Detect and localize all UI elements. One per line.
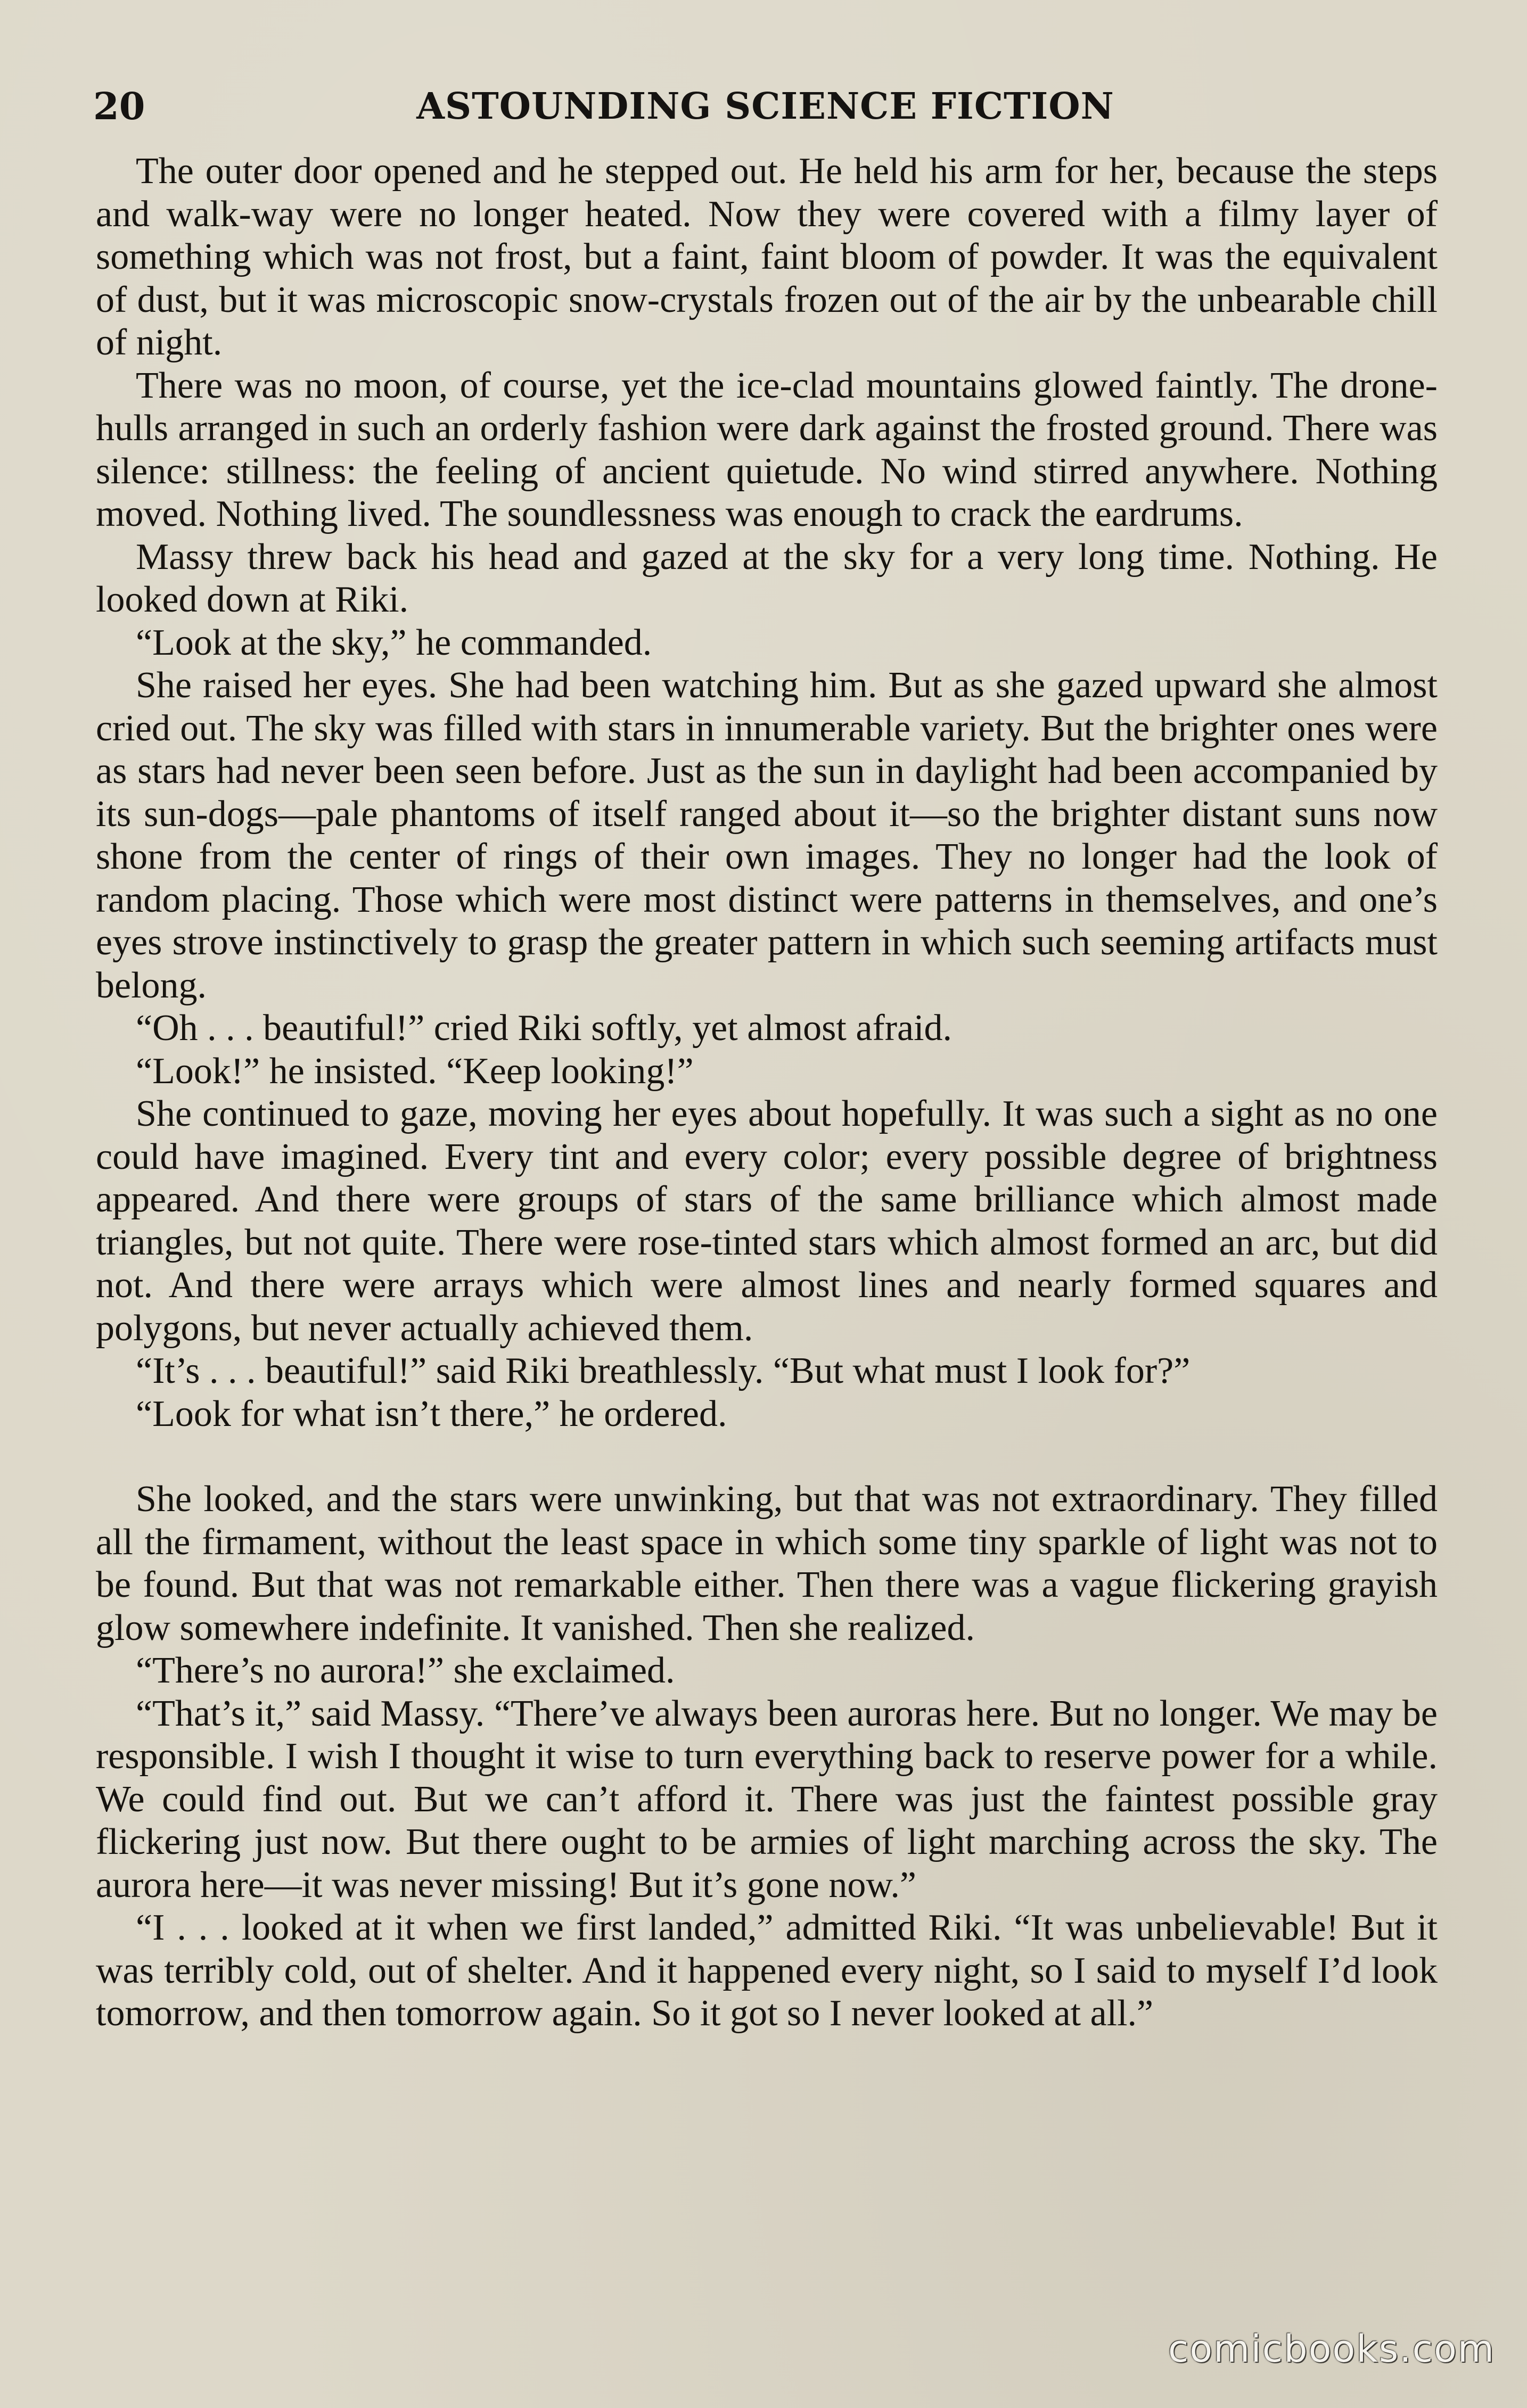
body-text [96,150,1438,2035]
paragraph: “Look!” he insisted. “Keep looking!” [136,1050,694,1092]
paragraph: “Look for what isn’t there,” he ordered. [136,1393,727,1434]
paragraph: “It’s . . . beautiful!” said Riki breathlessly. “But what must I look for?” [136,1350,1191,1391]
paragraph: She continued to gaze, moving her eyes about hopefully. It was such a sight as no one could have imagined. Every tint and every color; every possible degree of brightness appeared. And there were groups of stars of the same brilliance which almost made triangles, but not quite. There were rose-tinted stars which almost formed an arc, but did not. And there were arrays which were almost lines and nearly formed squares and polygons, but never actually achieved them. [96,1093,1438,1349]
paragraph: The outer door opened and he stepped out. He held his arm for her, because the steps and walk-way were no longer heated. Now they were covered with a filmy layer of something which was not frost, but a faint, faint bloom of powder. It was the equivalent of dust, but it was microscopic snow-crystals frozen out of the air by the unbearable chill of night. [96,151,1438,363]
site-watermark: comicbooks.com [1168,2327,1495,2371]
paragraph: Massy threw back his head and gazed at the sky for a very long time. Nothing. He looked down at Riki. [96,536,1438,620]
paragraph: There was no moon, of course, yet the ice-clad mountains glowed faintly. The drone-hulls arranged in such an orderly fashion were dark against the frosted ground. There was silence: stillness: the feeling of ancient quietude. No wind stirred anywhere. Nothing moved. Nothing lived. The soundlessness was enough to crack the eardrums. [96,365,1438,534]
paragraph: “I . . . looked at it when we first landed,” admitted Riki. “It was unbelievable! But it was terribly cold, out of shelter. And it happened every night, so I said to myself I’d look tomorrow, and then tomorrow again. So it got so I never looked at all.” [96,1907,1438,2034]
paragraph: “Oh . . . beautiful!” cried Riki softly, yet almost afraid. [136,1008,953,1049]
page-number: 20 [93,84,145,128]
paragraph: “There’s no aurora!” she exclaimed. [136,1650,675,1691]
section-break [96,1436,1438,1478]
paragraph: “That’s it,” said Massy. “There’ve always been auroras here. But no longer. We may be responsible. I wish I thought it wise to turn everything back to reserve power for a while. We could find out. But we can’t afford it. There was just the faintest possible gray flickering just now. But there ought to be armies of light marching across the sky. The aurora here—it was never missing! But it’s gone now.” [96,1693,1438,1906]
page-header [93,80,1438,133]
running-head: ASTOUNDING SCIENCE FICTION [416,85,1114,128]
paragraph: She looked, and the stars were unwinking, but that was not extraordinary. They filled all the firmament, without the least space in which some tiny sparkle of light was not to be found. But that was not remarkable either. Then there was a vague flickering grayish glow somewhere indefinite. It vanished. Then she realized. [96,1479,1438,1648]
paragraph: She raised her eyes. She had been watching him. But as she gazed upward she almost cried out. The sky was filled with stars in innumerable variety. But the brighter ones were as stars had never been seen before. Just as the sun in daylight had been accompanied by its sun-dogs—pale phantoms of itself ranged about it—so the brighter distant suns now shone from the center of rings of their own images. They no longer had the look of random placing. Those which were most distinct were patterns in themselves, and one’s eyes strove instinctively to grasp the greater pattern in which such seeming artifacts must belong. [96,665,1438,1006]
paragraph: “Look at the sky,” he commanded. [136,622,652,663]
